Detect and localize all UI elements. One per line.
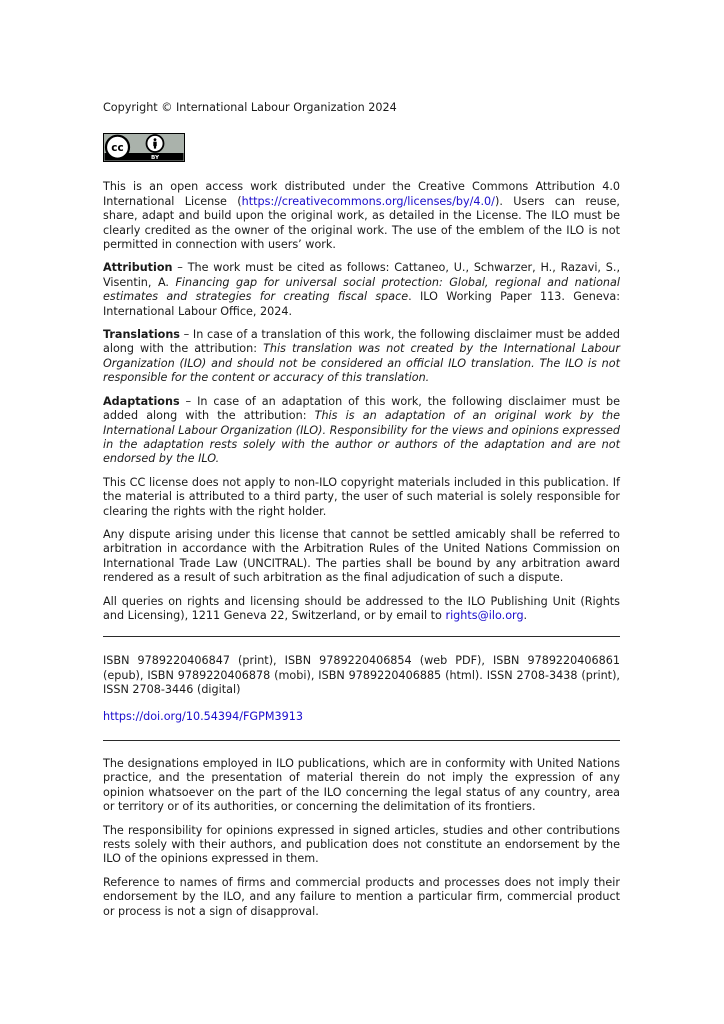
cc-by-license-badge[interactable] [103, 133, 185, 162]
translations-paragraph: Translations – In case of a translation of this work, the following disclaimer must be added along with the attribution: This translation was not created by the International Labour Organization (ILO) and should not be considered an official ILO translation. The ILO is not responsible for the content or accuracy of this translation. [103, 328, 620, 385]
translation-disclaimer: This translation was not created by the International Labour Organization (ILO) and should not be considered an official ILO translation. The ILO is not responsible for the content or accuracy of this translation. [103, 342, 620, 385]
isbn-issn-list: ISBN 9789220406847 (print), ISBN 9789220406854 (web PDF), ISBN 9789220406861 (epub), ISBN 9789220406878 (mobi), ISBN 9789220406885 (html). ISSN 2708-3438 (print), ISSN 2708-3446 (digital) [103, 654, 620, 697]
responsibility-disclaimer: The responsibility for opinions expressed in signed articles, studies and other contributions rests solely with their authors, and publication does not constitute an endorsement by the ILO of the opinions expressed in them. [103, 823, 620, 866]
copyright-notice: Copyright © International Labour Organization 2024 [103, 101, 397, 114]
attribution-person-icon [147, 135, 164, 152]
attribution-paragraph: Attribution – The work must be cited as follows: Cattaneo, U., Schwarzer, H., Razavi, S., Visentin, A. Financing gap for universal social protection: Global, regional and national estimates and strategies for creating fiscal space. ILO Working Paper 113. Geneva: International Labour Office, 2024. [103, 261, 620, 318]
doi-paragraph [103, 710, 620, 724]
citation-title: Financing gap for universal social protection: Global, regional and national estimates and strategies for creating fiscal space [103, 275, 620, 304]
designations-disclaimer: The designations employed in ILO publications, which are in conformity with United Nations practice, and the presentation of material therein do not imply the expression of any opinion whatsoever on the part of the ILO concerning the legal status of any country, area or territory or of its authorities, or concerning the delimitation of its frontiers. [103, 757, 620, 814]
license-link[interactable]: https://creativecommons.org/licenses/by/4.0/ [241, 194, 495, 208]
reference-disclaimer: Reference to names of firms and commercial products and processes does not imply their endorsement by the ILO, and any failure to mention a particular firm, commercial product or process is not a sign of disapproval. [103, 875, 620, 918]
adaptations-paragraph: Adaptations – In case of an adaptation of this work, the following disclaimer must be added along with the attribution: This is an adaptation of an original work by the International Labour Organization (ILO). Responsibility for the views and opinions expressed in the adaptation rests solely with the author or authors of the adaptation and are not endorsed by the ILO. [103, 394, 620, 466]
adaptation-disclaimer: This is an adaptation of an original work by the International Labour Organization (ILO). Responsibility for the views and opinions expressed in the adaptation rests solely with the author or authors of the adaptation and are not endorsed by the ILO. [103, 409, 620, 466]
copyright-page [103, 101, 620, 919]
rights-email-link[interactable]: rights@ilo.org [445, 608, 524, 622]
attribution-label: Attribution [103, 261, 173, 275]
adaptations-label: Adaptations [103, 394, 180, 408]
divider [103, 740, 620, 741]
license-statement: This is an open access work distributed under the Creative Commons Attribution 4.0 International License (https://creativecommons.org/licenses/by/4.0/). Users can reuse, share, adapt and build upon the original work, as detailed in the License. The ILO must be clearly credited as the owner of the original work. The use of the emblem of the ILO is not permitted in connection with users’ work. [103, 180, 620, 252]
divider [103, 636, 620, 637]
svg-text:cc: cc [111, 142, 124, 155]
queries-notice: All queries on rights and licensing should be addressed to the ILO Publishing Unit (Rights and Licensing), 1211 Geneva 22, Switzerland, or by email to rights@ilo.org. [103, 594, 620, 622]
doi-link[interactable]: https://doi.org/10.54394/FGPM3913 [103, 709, 303, 723]
dispute-notice: Any dispute arising under this license that cannot be settled amicably shall be referred to arbitration in accordance with the Arbitration Rules of the United Nations Commission on International Trade Law (UNCITRAL). The parties shall be bound by any arbitration award rendered as a result of such arbitration as the final adjudication of such a dispute. [103, 527, 620, 585]
third-party-notice: This CC license does not apply to non-ILO copyright materials included in this publication. If the material is attributed to a third party, the user of such material is solely responsible for clearing the rights with the right holder. [103, 475, 620, 518]
cc-icon [106, 136, 129, 159]
translations-label: Translations [103, 328, 180, 342]
cc-by-label: BY [150, 155, 160, 162]
